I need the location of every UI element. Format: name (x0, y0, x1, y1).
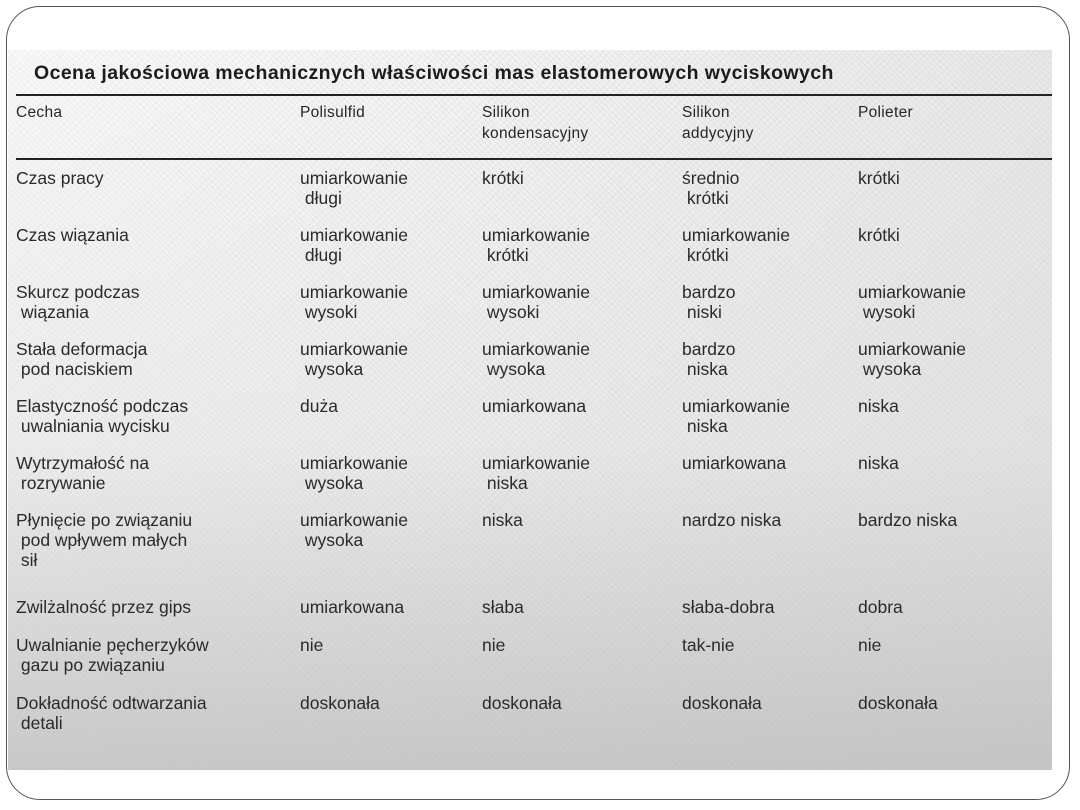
table-row (8, 396, 1052, 434)
cell-feature: Elastyczność podczas uwalniania wycisku (16, 396, 189, 436)
table-row (8, 635, 1052, 673)
cell-addition-silicone: tak-nie (682, 635, 735, 655)
cell-feature: Płynięcie po związaniu pod wpływem małych sił (16, 510, 193, 570)
cell-polyether: bardzo niska (858, 510, 958, 530)
cell-polyether: dobra (858, 597, 903, 617)
table-row (8, 225, 1052, 263)
scanned-table-image (8, 50, 1052, 770)
cell-feature: Wytrzymałość na rozrywanie (16, 453, 150, 493)
cell-polysulfide: umiarkowana (300, 597, 405, 617)
table-row (8, 597, 1052, 635)
header-polysulfide: Polisulfid (300, 104, 366, 121)
cell-addition-silicone: doskonała (682, 693, 762, 713)
cell-polysulfide: umiarkowanie długi (300, 168, 408, 208)
header-feature: Cecha (16, 104, 63, 121)
cell-polyether: niska (858, 453, 899, 473)
cell-polysulfide: doskonała (300, 693, 380, 713)
header-rule (16, 158, 1052, 160)
cell-polysulfide: umiarkowanie wysoki (300, 282, 408, 322)
table-row (8, 453, 1052, 491)
cell-feature: Uwalnianie pęcherzyków gazu po związaniu (16, 635, 209, 675)
cell-feature: Czas pracy (16, 168, 104, 188)
table-row (8, 693, 1052, 731)
cell-condensation-silicone: niska (482, 510, 523, 530)
header-condensation-silicone: Silikon kondensacyjny (482, 104, 589, 142)
cell-polysulfide: umiarkowanie długi (300, 225, 408, 265)
cell-condensation-silicone: doskonała (482, 693, 562, 713)
cell-polyether: umiarkowanie wysoka (858, 339, 966, 379)
cell-addition-silicone: umiarkowanie niska (682, 396, 790, 436)
cell-addition-silicone: średnio krótki (682, 168, 740, 208)
cell-feature: Stała deformacja pod naciskiem (16, 339, 148, 379)
cell-polysulfide: nie (300, 635, 324, 655)
cell-addition-silicone: bardzo niski (682, 282, 736, 322)
cell-feature: Skurcz podczas wiązania (16, 282, 140, 322)
cell-polysulfide: umiarkowanie wysoka (300, 510, 408, 550)
cell-polysulfide: umiarkowanie wysoka (300, 453, 408, 493)
cell-condensation-silicone: nie (482, 635, 506, 655)
cell-polyether: nie (858, 635, 882, 655)
cell-polyether: krótki (858, 168, 900, 188)
cell-condensation-silicone: krótki (482, 168, 524, 188)
header-polyether: Polieter (858, 104, 913, 121)
top-rule (16, 94, 1052, 96)
cell-condensation-silicone: słaba (482, 597, 524, 617)
cell-condensation-silicone: umiarkowanie krótki (482, 225, 590, 265)
cell-addition-silicone: bardzo niska (682, 339, 736, 379)
table-row (8, 282, 1052, 320)
cell-feature: Zwilżalność przez gips (16, 597, 192, 617)
cell-feature: Dokładność odtwarzania detali (16, 693, 207, 733)
table-row (8, 168, 1052, 206)
cell-condensation-silicone: umiarkowana (482, 396, 587, 416)
header-addition-silicone: Silikon addycyjny (682, 104, 754, 142)
cell-polyether: umiarkowanie wysoki (858, 282, 966, 322)
cell-addition-silicone: nardzo niska (682, 510, 782, 530)
cell-polyether: niska (858, 396, 899, 416)
cell-polysulfide: duża (300, 396, 338, 416)
cell-addition-silicone: umiarkowanie krótki (682, 225, 790, 265)
cell-addition-silicone: umiarkowana (682, 453, 787, 473)
cell-addition-silicone: słaba-dobra (682, 597, 775, 617)
cell-condensation-silicone: umiarkowanie wysoka (482, 339, 590, 379)
table-row (8, 339, 1052, 377)
cell-polyether: krótki (858, 225, 900, 245)
cell-condensation-silicone: umiarkowanie niska (482, 453, 590, 493)
cell-polysulfide: umiarkowanie wysoka (300, 339, 408, 379)
table-row (8, 510, 1052, 570)
cell-condensation-silicone: umiarkowanie wysoki (482, 282, 590, 322)
cell-polyether: doskonała (858, 693, 938, 713)
cell-feature: Czas wiązania (16, 225, 129, 245)
table-title: Ocena jakościowa mechanicznych właściwości mas elastomerowych wyciskowych (34, 62, 834, 84)
